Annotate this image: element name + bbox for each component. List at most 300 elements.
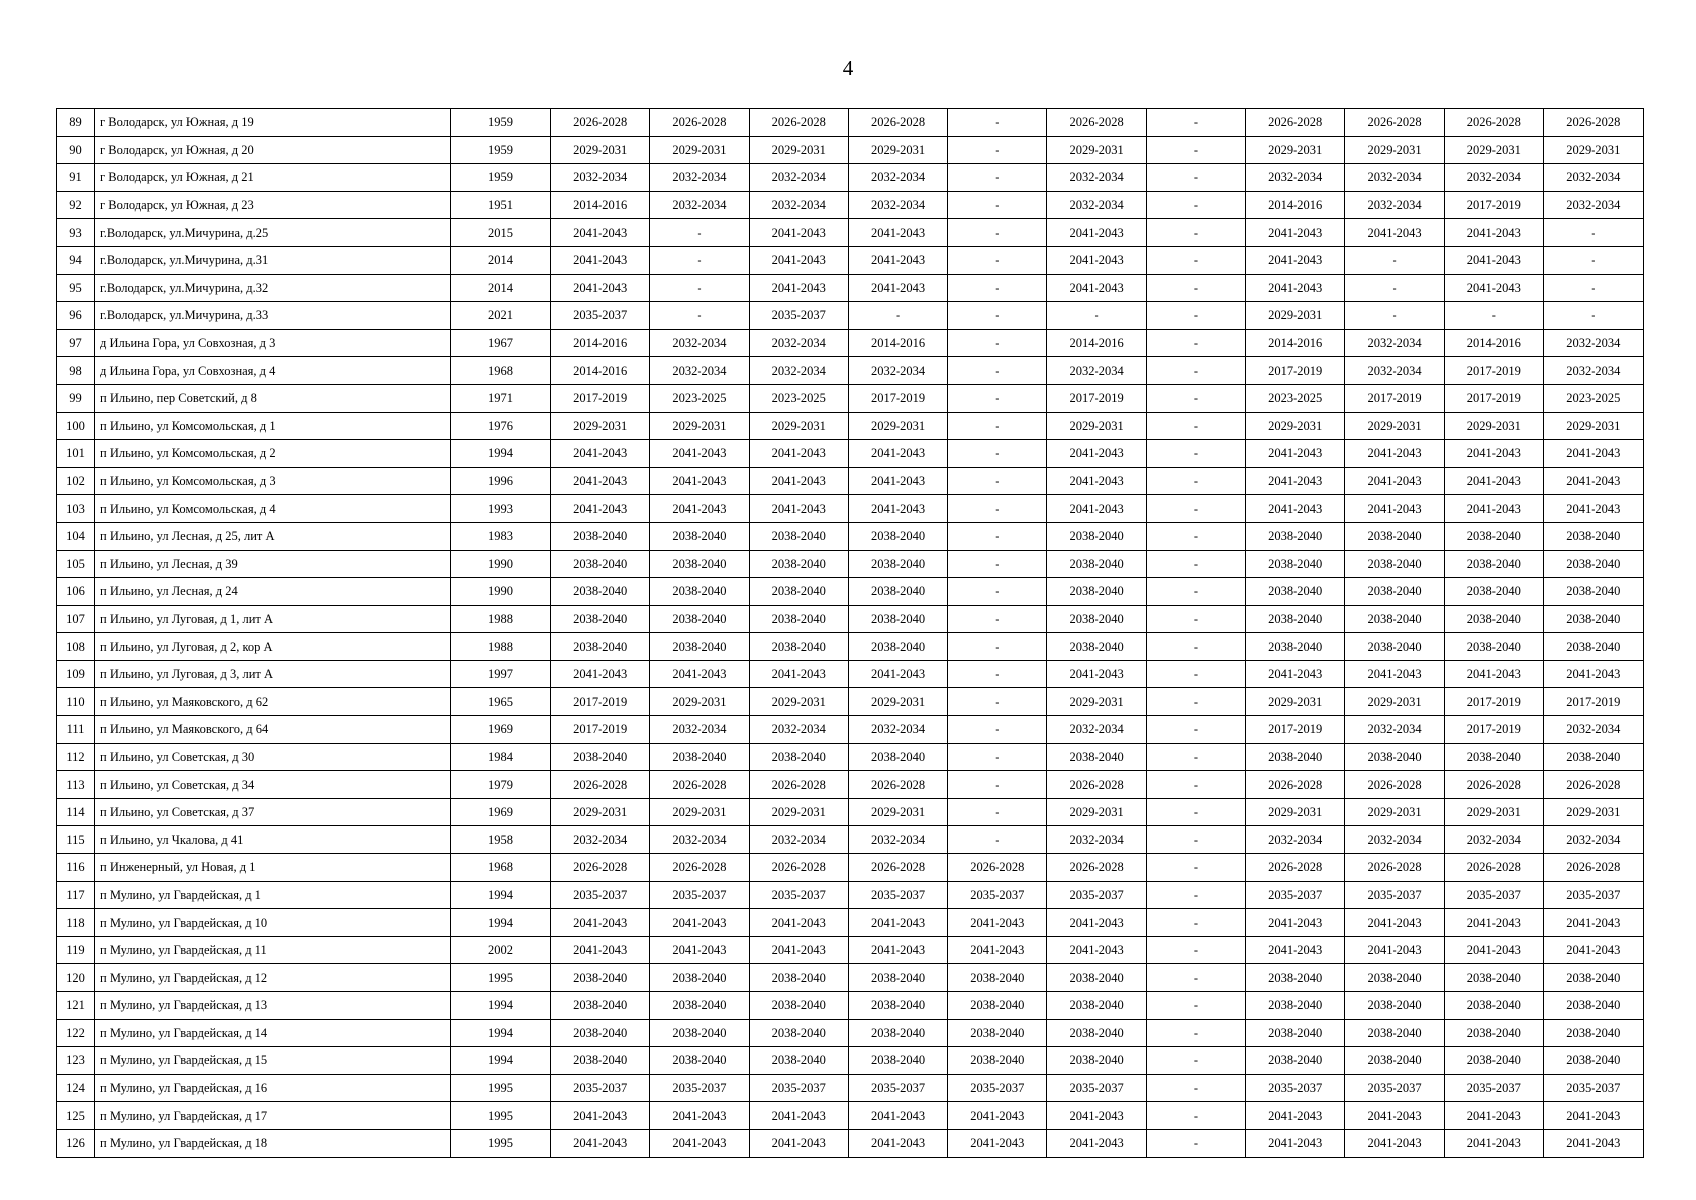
- period-cell: 2017-2019: [1444, 716, 1543, 744]
- period-cell: 2029-2031: [551, 136, 650, 164]
- row-number-cell: 119: [57, 936, 95, 964]
- period-cell: 2041-2043: [1543, 909, 1643, 937]
- period-cell: 2029-2031: [1345, 798, 1444, 826]
- period-cell: 2041-2043: [1543, 1129, 1643, 1157]
- period-cell: 2038-2040: [1543, 633, 1643, 661]
- period-cell: 2038-2040: [848, 633, 947, 661]
- period-cell: 2014-2016: [551, 329, 650, 357]
- period-cell: 2017-2019: [551, 716, 650, 744]
- period-cell: 2032-2034: [1345, 357, 1444, 385]
- table-row: [57, 743, 1644, 771]
- period-cell: 2029-2031: [749, 798, 848, 826]
- period-cell: 2023-2025: [1246, 384, 1345, 412]
- address-cell: п Мулино, ул Гвардейская, д 10: [95, 909, 451, 937]
- period-cell: 2014-2016: [1246, 191, 1345, 219]
- year-cell: 1997: [451, 660, 551, 688]
- row-number-cell: 120: [57, 964, 95, 992]
- period-cell: 2041-2043: [848, 660, 947, 688]
- period-cell: -: [650, 219, 749, 247]
- period-cell: 2029-2031: [749, 688, 848, 716]
- period-cell: 2032-2034: [1047, 357, 1146, 385]
- period-cell: -: [1146, 522, 1245, 550]
- period-cell: 2032-2034: [749, 357, 848, 385]
- period-cell: 2026-2028: [749, 854, 848, 882]
- period-cell: 2038-2040: [1345, 522, 1444, 550]
- period-cell: -: [948, 826, 1047, 854]
- period-cell: 2035-2037: [650, 1074, 749, 1102]
- period-cell: 2041-2043: [1345, 660, 1444, 688]
- period-cell: 2038-2040: [650, 550, 749, 578]
- table-row: [57, 467, 1644, 495]
- period-cell: 2038-2040: [749, 992, 848, 1020]
- period-cell: 2038-2040: [848, 964, 947, 992]
- year-cell: 1988: [451, 605, 551, 633]
- year-cell: 1990: [451, 578, 551, 606]
- period-cell: 2038-2040: [848, 743, 947, 771]
- period-cell: 2035-2037: [551, 1074, 650, 1102]
- period-cell: -: [1444, 302, 1543, 330]
- period-cell: 2032-2034: [1246, 826, 1345, 854]
- period-cell: 2035-2037: [1345, 1074, 1444, 1102]
- period-cell: 2038-2040: [1246, 1047, 1345, 1075]
- period-cell: 2041-2043: [1047, 660, 1146, 688]
- table-row: [57, 329, 1644, 357]
- address-cell: г Володарск, ул Южная, д 20: [95, 136, 451, 164]
- table-row: [57, 909, 1644, 937]
- period-cell: 2032-2034: [749, 716, 848, 744]
- period-cell: -: [948, 798, 1047, 826]
- period-cell: 2038-2040: [1047, 633, 1146, 661]
- period-cell: 2026-2028: [650, 109, 749, 137]
- period-cell: 2017-2019: [1444, 688, 1543, 716]
- table-row: [57, 881, 1644, 909]
- period-cell: -: [848, 302, 947, 330]
- table-row: [57, 219, 1644, 247]
- address-cell: г.Володарск, ул.Мичурина, д.32: [95, 274, 451, 302]
- period-cell: 2041-2043: [1345, 440, 1444, 468]
- address-cell: п Ильино, ул Маяковского, д 64: [95, 716, 451, 744]
- period-cell: -: [948, 136, 1047, 164]
- period-cell: 2041-2043: [948, 1129, 1047, 1157]
- period-cell: 2035-2037: [1246, 881, 1345, 909]
- period-cell: -: [650, 274, 749, 302]
- period-cell: 2038-2040: [1246, 550, 1345, 578]
- address-cell: п Мулино, ул Гвардейская, д 16: [95, 1074, 451, 1102]
- period-cell: 2014-2016: [1047, 329, 1146, 357]
- table-row: [57, 854, 1644, 882]
- period-cell: 2041-2043: [749, 495, 848, 523]
- period-cell: 2041-2043: [1246, 1102, 1345, 1130]
- period-cell: 2041-2043: [1543, 467, 1643, 495]
- address-cell: п Мулино, ул Гвардейская, д 1: [95, 881, 451, 909]
- period-cell: 2041-2043: [1047, 246, 1146, 274]
- period-cell: 2032-2034: [1543, 357, 1643, 385]
- period-cell: -: [1345, 274, 1444, 302]
- period-cell: 2035-2037: [1444, 881, 1543, 909]
- period-cell: 2041-2043: [1246, 467, 1345, 495]
- period-cell: -: [1146, 302, 1245, 330]
- period-cell: -: [948, 550, 1047, 578]
- period-cell: -: [1047, 302, 1146, 330]
- period-cell: 2026-2028: [1246, 854, 1345, 882]
- address-cell: п Ильино, ул Луговая, д 2, кор А: [95, 633, 451, 661]
- period-cell: -: [1146, 109, 1245, 137]
- row-number-cell: 126: [57, 1129, 95, 1157]
- period-cell: 2041-2043: [1345, 1102, 1444, 1130]
- period-cell: 2032-2034: [551, 164, 650, 192]
- period-cell: 2041-2043: [1444, 936, 1543, 964]
- period-cell: 2032-2034: [1246, 164, 1345, 192]
- table-row: [57, 1074, 1644, 1102]
- period-cell: 2032-2034: [749, 329, 848, 357]
- period-cell: 2017-2019: [551, 688, 650, 716]
- period-cell: 2038-2040: [1444, 522, 1543, 550]
- period-cell: 2026-2028: [1543, 109, 1643, 137]
- period-cell: -: [1146, 357, 1245, 385]
- period-cell: 2038-2040: [1047, 605, 1146, 633]
- period-cell: 2041-2043: [1246, 274, 1345, 302]
- period-cell: 2038-2040: [1444, 1047, 1543, 1075]
- period-cell: 2026-2028: [749, 771, 848, 799]
- table-body: [57, 109, 1644, 1158]
- period-cell: 2041-2043: [1345, 1129, 1444, 1157]
- period-cell: -: [948, 219, 1047, 247]
- period-cell: 2029-2031: [848, 136, 947, 164]
- period-cell: 2038-2040: [1246, 964, 1345, 992]
- year-cell: 2014: [451, 274, 551, 302]
- year-cell: 1965: [451, 688, 551, 716]
- period-cell: 2038-2040: [551, 550, 650, 578]
- period-cell: 2038-2040: [1543, 964, 1643, 992]
- period-cell: 2029-2031: [1246, 302, 1345, 330]
- period-cell: 2014-2016: [1444, 329, 1543, 357]
- table-row: [57, 1102, 1644, 1130]
- table-row: [57, 302, 1644, 330]
- period-cell: 2029-2031: [1246, 136, 1345, 164]
- period-cell: 2032-2034: [848, 826, 947, 854]
- period-cell: 2038-2040: [1246, 605, 1345, 633]
- period-cell: -: [1146, 633, 1245, 661]
- period-cell: 2029-2031: [1444, 136, 1543, 164]
- row-number-cell: 97: [57, 329, 95, 357]
- period-cell: 2035-2037: [749, 302, 848, 330]
- period-cell: -: [1146, 578, 1245, 606]
- year-cell: 1983: [451, 522, 551, 550]
- period-cell: 2032-2034: [749, 191, 848, 219]
- period-cell: 2026-2028: [1345, 109, 1444, 137]
- row-number-cell: 92: [57, 191, 95, 219]
- period-cell: 2041-2043: [948, 936, 1047, 964]
- year-cell: 2002: [451, 936, 551, 964]
- period-cell: -: [948, 522, 1047, 550]
- period-cell: 2035-2037: [1345, 881, 1444, 909]
- period-cell: 2029-2031: [650, 798, 749, 826]
- period-cell: 2017-2019: [1047, 384, 1146, 412]
- period-cell: -: [1146, 992, 1245, 1020]
- period-cell: -: [1146, 246, 1245, 274]
- period-cell: 2038-2040: [1444, 578, 1543, 606]
- period-cell: -: [948, 688, 1047, 716]
- period-cell: 2038-2040: [551, 633, 650, 661]
- period-cell: 2041-2043: [1246, 219, 1345, 247]
- address-cell: г.Володарск, ул.Мичурина, д.25: [95, 219, 451, 247]
- address-cell: п Ильино, ул Комсомольская, д 1: [95, 412, 451, 440]
- period-cell: 2038-2040: [1047, 964, 1146, 992]
- period-cell: 2041-2043: [749, 219, 848, 247]
- table-row: [57, 992, 1644, 1020]
- table-row: [57, 1047, 1644, 1075]
- period-cell: 2038-2040: [1246, 522, 1345, 550]
- period-cell: -: [948, 578, 1047, 606]
- period-cell: 2029-2031: [1345, 688, 1444, 716]
- period-cell: 2038-2040: [749, 633, 848, 661]
- period-cell: -: [1146, 964, 1245, 992]
- period-cell: -: [948, 605, 1047, 633]
- row-number-cell: 112: [57, 743, 95, 771]
- period-cell: 2029-2031: [650, 412, 749, 440]
- period-cell: 2017-2019: [1246, 716, 1345, 744]
- year-cell: 1984: [451, 743, 551, 771]
- period-cell: 2038-2040: [848, 578, 947, 606]
- period-cell: 2029-2031: [749, 412, 848, 440]
- period-cell: -: [948, 329, 1047, 357]
- period-cell: 2041-2043: [848, 274, 947, 302]
- period-cell: 2038-2040: [551, 992, 650, 1020]
- period-cell: 2029-2031: [848, 412, 947, 440]
- period-cell: 2038-2040: [1543, 522, 1643, 550]
- period-cell: -: [1146, 1019, 1245, 1047]
- address-cell: д Ильина Гора, ул Совхозная, д 4: [95, 357, 451, 385]
- address-cell: г Володарск, ул Южная, д 21: [95, 164, 451, 192]
- period-cell: 2038-2040: [1345, 633, 1444, 661]
- year-cell: 1971: [451, 384, 551, 412]
- period-cell: 2038-2040: [1543, 992, 1643, 1020]
- year-cell: 1994: [451, 440, 551, 468]
- row-number-cell: 114: [57, 798, 95, 826]
- period-cell: -: [1543, 302, 1643, 330]
- period-cell: 2035-2037: [650, 881, 749, 909]
- period-cell: -: [1146, 219, 1245, 247]
- period-cell: -: [1146, 716, 1245, 744]
- address-cell: п Мулино, ул Гвардейская, д 17: [95, 1102, 451, 1130]
- period-cell: 2038-2040: [650, 992, 749, 1020]
- period-cell: -: [948, 495, 1047, 523]
- period-cell: 2029-2031: [1246, 688, 1345, 716]
- period-cell: 2041-2043: [848, 1129, 947, 1157]
- period-cell: 2032-2034: [551, 826, 650, 854]
- period-cell: 2017-2019: [1444, 384, 1543, 412]
- period-cell: 2038-2040: [1345, 992, 1444, 1020]
- period-cell: -: [948, 467, 1047, 495]
- period-cell: 2032-2034: [1047, 164, 1146, 192]
- period-cell: 2032-2034: [650, 357, 749, 385]
- year-cell: 1959: [451, 109, 551, 137]
- period-cell: 2029-2031: [1543, 412, 1643, 440]
- period-cell: 2026-2028: [1345, 771, 1444, 799]
- period-cell: 2041-2043: [1047, 495, 1146, 523]
- period-cell: 2035-2037: [1246, 1074, 1345, 1102]
- table-row: [57, 826, 1644, 854]
- period-cell: 2038-2040: [1246, 633, 1345, 661]
- period-cell: 2041-2043: [1444, 467, 1543, 495]
- period-cell: 2032-2034: [1444, 164, 1543, 192]
- period-cell: 2026-2028: [1345, 854, 1444, 882]
- period-cell: -: [1146, 1129, 1245, 1157]
- period-cell: 2038-2040: [1047, 550, 1146, 578]
- year-cell: 1995: [451, 1074, 551, 1102]
- period-cell: 2029-2031: [1345, 412, 1444, 440]
- period-cell: 2041-2043: [1543, 660, 1643, 688]
- period-cell: 2029-2031: [1047, 798, 1146, 826]
- period-cell: 2029-2031: [1543, 798, 1643, 826]
- period-cell: 2038-2040: [948, 992, 1047, 1020]
- row-number-cell: 102: [57, 467, 95, 495]
- period-cell: 2038-2040: [749, 550, 848, 578]
- period-cell: 2041-2043: [749, 246, 848, 274]
- period-cell: 2041-2043: [848, 1102, 947, 1130]
- row-number-cell: 108: [57, 633, 95, 661]
- address-cell: п Ильино, ул Советская, д 30: [95, 743, 451, 771]
- period-cell: 2038-2040: [551, 964, 650, 992]
- row-number-cell: 106: [57, 578, 95, 606]
- address-cell: п Ильино, ул Маяковского, д 62: [95, 688, 451, 716]
- period-cell: 2041-2043: [1246, 660, 1345, 688]
- year-cell: 1959: [451, 164, 551, 192]
- period-cell: 2041-2043: [551, 274, 650, 302]
- period-cell: 2038-2040: [650, 1047, 749, 1075]
- period-cell: 2041-2043: [1444, 274, 1543, 302]
- period-cell: -: [948, 716, 1047, 744]
- period-cell: -: [1146, 440, 1245, 468]
- period-cell: 2041-2043: [1543, 440, 1643, 468]
- period-cell: 2038-2040: [749, 1047, 848, 1075]
- period-cell: 2038-2040: [749, 1019, 848, 1047]
- period-cell: 2032-2034: [1543, 191, 1643, 219]
- period-cell: 2041-2043: [1543, 936, 1643, 964]
- period-cell: 2038-2040: [1543, 578, 1643, 606]
- period-cell: 2035-2037: [1543, 881, 1643, 909]
- period-cell: 2041-2043: [650, 1129, 749, 1157]
- period-cell: 2026-2028: [551, 771, 650, 799]
- period-cell: 2026-2028: [1444, 854, 1543, 882]
- row-number-cell: 110: [57, 688, 95, 716]
- period-cell: -: [948, 660, 1047, 688]
- period-cell: 2023-2025: [650, 384, 749, 412]
- period-cell: 2017-2019: [1444, 357, 1543, 385]
- period-cell: 2038-2040: [1246, 578, 1345, 606]
- address-cell: п Ильино, ул Советская, д 37: [95, 798, 451, 826]
- period-cell: 2026-2028: [1444, 109, 1543, 137]
- period-cell: 2032-2034: [1047, 716, 1146, 744]
- period-cell: 2041-2043: [749, 936, 848, 964]
- period-cell: 2038-2040: [650, 1019, 749, 1047]
- period-cell: 2041-2043: [848, 467, 947, 495]
- period-cell: -: [1146, 936, 1245, 964]
- period-cell: -: [1543, 246, 1643, 274]
- period-cell: 2032-2034: [848, 357, 947, 385]
- period-cell: 2026-2028: [1246, 771, 1345, 799]
- row-number-cell: 95: [57, 274, 95, 302]
- year-cell: 2021: [451, 302, 551, 330]
- schedule-table: [56, 108, 1644, 1158]
- period-cell: 2032-2034: [1543, 164, 1643, 192]
- period-cell: 2029-2031: [1345, 136, 1444, 164]
- period-cell: -: [1146, 412, 1245, 440]
- period-cell: 2038-2040: [551, 1019, 650, 1047]
- period-cell: 2038-2040: [1543, 605, 1643, 633]
- address-cell: п Мулино, ул Гвардейская, д 18: [95, 1129, 451, 1157]
- period-cell: 2038-2040: [1345, 743, 1444, 771]
- period-cell: 2029-2031: [1047, 412, 1146, 440]
- period-cell: 2038-2040: [1444, 605, 1543, 633]
- period-cell: 2035-2037: [848, 1074, 947, 1102]
- row-number-cell: 101: [57, 440, 95, 468]
- table-row: [57, 798, 1644, 826]
- period-cell: 2038-2040: [1345, 578, 1444, 606]
- period-cell: 2041-2043: [948, 909, 1047, 937]
- period-cell: 2038-2040: [1246, 743, 1345, 771]
- table-row: [57, 495, 1644, 523]
- period-cell: 2038-2040: [1047, 1047, 1146, 1075]
- period-cell: -: [1146, 1074, 1245, 1102]
- table-row: [57, 246, 1644, 274]
- period-cell: 2038-2040: [948, 964, 1047, 992]
- period-cell: 2041-2043: [749, 467, 848, 495]
- period-cell: -: [948, 357, 1047, 385]
- period-cell: 2032-2034: [1444, 826, 1543, 854]
- period-cell: 2041-2043: [948, 1102, 1047, 1130]
- period-cell: 2041-2043: [1345, 909, 1444, 937]
- address-cell: г.Володарск, ул.Мичурина, д.31: [95, 246, 451, 274]
- period-cell: 2041-2043: [1047, 274, 1146, 302]
- year-cell: 1995: [451, 1102, 551, 1130]
- period-cell: 2041-2043: [1246, 1129, 1345, 1157]
- period-cell: -: [1146, 771, 1245, 799]
- period-cell: 2017-2019: [1345, 384, 1444, 412]
- year-cell: 1958: [451, 826, 551, 854]
- period-cell: 2038-2040: [551, 522, 650, 550]
- table-row: [57, 384, 1644, 412]
- period-cell: 2038-2040: [848, 1019, 947, 1047]
- row-number-cell: 122: [57, 1019, 95, 1047]
- period-cell: 2026-2028: [1246, 109, 1345, 137]
- period-cell: 2041-2043: [749, 440, 848, 468]
- period-cell: 2041-2043: [650, 660, 749, 688]
- address-cell: п Ильино, ул Луговая, д 3, лит А: [95, 660, 451, 688]
- row-number-cell: 116: [57, 854, 95, 882]
- period-cell: 2041-2043: [848, 495, 947, 523]
- period-cell: 2041-2043: [1345, 219, 1444, 247]
- table-row: [57, 412, 1644, 440]
- period-cell: 2041-2043: [1444, 440, 1543, 468]
- address-cell: п Мулино, ул Гвардейская, д 11: [95, 936, 451, 964]
- year-cell: 1967: [451, 329, 551, 357]
- year-cell: 1959: [451, 136, 551, 164]
- period-cell: 2038-2040: [1444, 743, 1543, 771]
- period-cell: -: [650, 246, 749, 274]
- table-row: [57, 164, 1644, 192]
- period-cell: 2041-2043: [1047, 467, 1146, 495]
- period-cell: -: [1345, 246, 1444, 274]
- address-cell: п Мулино, ул Гвардейская, д 12: [95, 964, 451, 992]
- period-cell: -: [1345, 302, 1444, 330]
- table-row: [57, 633, 1644, 661]
- period-cell: 2038-2040: [848, 522, 947, 550]
- period-cell: 2038-2040: [1444, 550, 1543, 578]
- period-cell: 2038-2040: [848, 1047, 947, 1075]
- period-cell: 2038-2040: [749, 578, 848, 606]
- row-number-cell: 89: [57, 109, 95, 137]
